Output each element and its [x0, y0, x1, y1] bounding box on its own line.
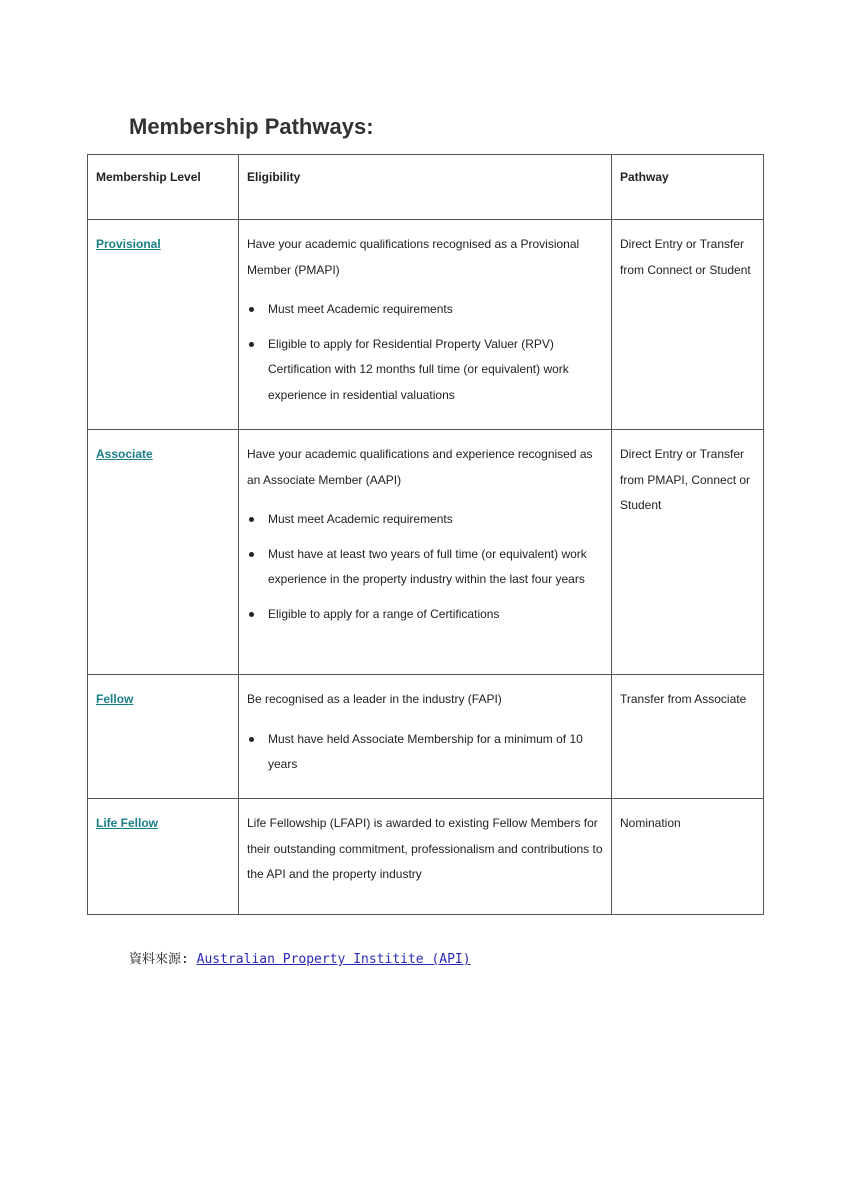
eligibility-intro: Have your academic qualifications recognised as a Provisional Member (PMAPI) — [247, 237, 580, 277]
eligibility-cell — [239, 675, 612, 799]
membership-level-cell — [88, 675, 239, 799]
list-item: Must meet Academic requirements — [268, 297, 603, 323]
pathway-cell: Direct Entry or Transfer from Connect or Student — [612, 220, 764, 430]
membership-level-cell — [88, 799, 239, 915]
pathway-cell: Nomination — [612, 799, 764, 915]
table-header-row — [88, 155, 764, 220]
table-row — [88, 430, 764, 675]
column-header-eligibility: Eligibility — [239, 155, 612, 220]
eligibility-cell — [239, 799, 612, 915]
eligibility-cell — [239, 220, 612, 430]
eligibility-cell — [239, 430, 612, 675]
eligibility-list — [247, 727, 603, 778]
list-item: Eligible to apply for Residential Property Valuer (RPV) Certification with 12 months full time (or equivalent) work experience in residential valuations — [268, 332, 603, 409]
membership-pathways-table — [87, 154, 764, 915]
table-row — [88, 675, 764, 799]
eligibility-intro: Have your academic qualifications and experience recognised as an Associate Member (AAPI) — [247, 447, 593, 487]
provisional-link[interactable]: Provisional — [96, 237, 161, 251]
life-fellow-link[interactable]: Life Fellow — [96, 816, 159, 830]
list-item: Eligible to apply for a range of Certifications — [268, 602, 603, 628]
eligibility-intro: Life Fellowship (LFAPI) is awarded to existing Fellow Members for their outstanding commitment, professionalism and contributions to the API and the property industry — [247, 816, 603, 881]
eligibility-list — [247, 507, 603, 627]
list-item: Must have held Associate Membership for a minimum of 10 years — [268, 727, 603, 778]
source-note — [129, 948, 471, 967]
eligibility-intro: Be recognised as a leader in the industry (FAPI) — [247, 692, 502, 706]
associate-link[interactable]: Associate — [96, 447, 153, 461]
membership-level-cell — [88, 220, 239, 430]
source-link[interactable]: Australian Property Institite (API) — [196, 952, 471, 967]
eligibility-list — [247, 297, 603, 408]
column-header-pathway: Pathway — [612, 155, 764, 220]
pathway-cell: Direct Entry or Transfer from PMAPI, Connect or Student — [612, 430, 764, 675]
list-item: Must meet Academic requirements — [268, 507, 603, 533]
table-row — [88, 799, 764, 915]
fellow-link[interactable]: Fellow — [96, 692, 134, 706]
column-header-membership-level: Membership Level — [88, 155, 239, 220]
table-row — [88, 220, 764, 430]
membership-level-cell — [88, 430, 239, 675]
pathway-cell: Transfer from Associate — [612, 675, 764, 799]
source-label: 資料來源: — [129, 952, 189, 967]
page-title: Membership Pathways: — [129, 114, 374, 139]
list-item: Must have at least two years of full time (or equivalent) work experience in the property industry within the last four years — [268, 542, 603, 593]
